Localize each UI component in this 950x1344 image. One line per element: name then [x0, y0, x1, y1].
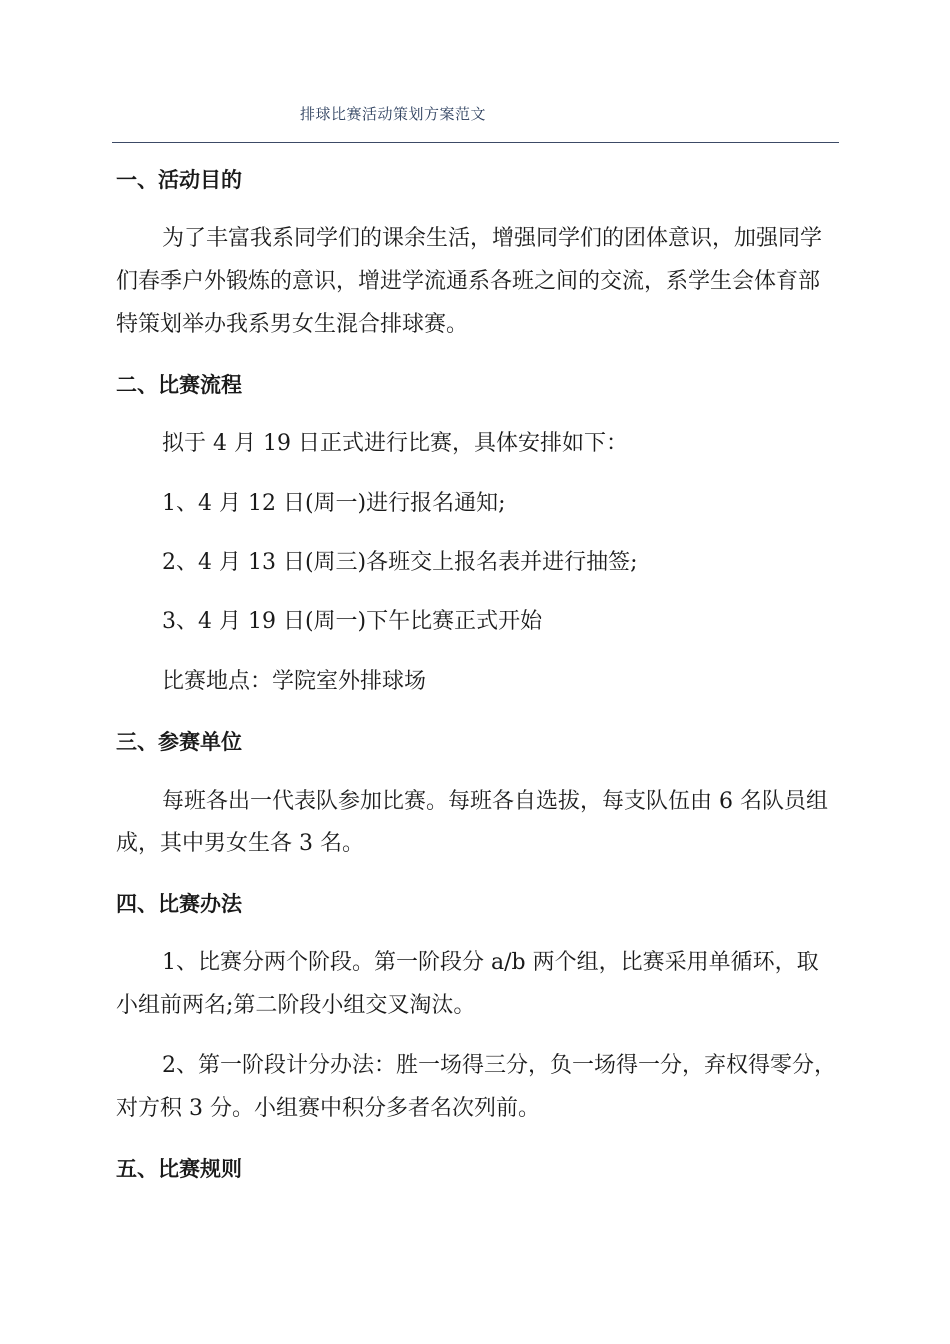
- paragraph-line: 们春季户外锻炼的意识，增进学流通系各班之间的交流，系学生会体育部: [116, 269, 821, 294]
- header-divider: [112, 142, 839, 143]
- list-item: 2、4 月 13 日(周三)各班交上报名表并进行抽签;: [162, 550, 638, 575]
- paragraph-line: 为了丰富我系同学们的课余生活，增强同学们的团体意识，加强同学: [162, 226, 823, 251]
- section-heading-process: 二、比赛流程: [116, 373, 242, 397]
- paragraph-line: 成，其中男女生各 3 名。: [116, 831, 364, 856]
- paragraph-line: 小组前两名;第二阶段小组交叉淘汰。: [116, 993, 476, 1018]
- section-heading-purpose: 一、活动目的: [116, 168, 242, 192]
- section-heading-rules: 五、比赛规则: [116, 1157, 242, 1181]
- section-heading-participants: 三、参赛单位: [116, 730, 242, 754]
- section-heading-method: 四、比赛办法: [116, 892, 242, 916]
- paragraph-line: 拟于 4 月 19 日正式进行比赛，具体安排如下：: [162, 431, 628, 456]
- list-item: 1、4 月 12 日(周一)进行报名通知;: [162, 491, 506, 516]
- paragraph-line: 对方积 3 分。小组赛中积分多者名次列前。: [116, 1096, 540, 1121]
- document-header-title: 排球比赛活动策划方案范文: [300, 105, 487, 123]
- paragraph-line: 2、第一阶段计分办法：胜一场得三分，负一场得一分，弃权得零分，: [162, 1053, 836, 1078]
- paragraph-line: 特策划举办我系男女生混合排球赛。: [116, 312, 469, 337]
- paragraph-line: 比赛地点：学院室外排球场: [162, 669, 427, 694]
- paragraph-line: 每班各出一代表队参加比赛。每班各自选拔，每支队伍由 6 名队员组: [162, 789, 828, 814]
- paragraph-line: 1、比赛分两个阶段。第一阶段分 a/b 两个组，比赛采用单循环，取: [162, 950, 819, 975]
- list-item: 3、4 月 19 日(周一)下午比赛正式开始: [162, 609, 543, 634]
